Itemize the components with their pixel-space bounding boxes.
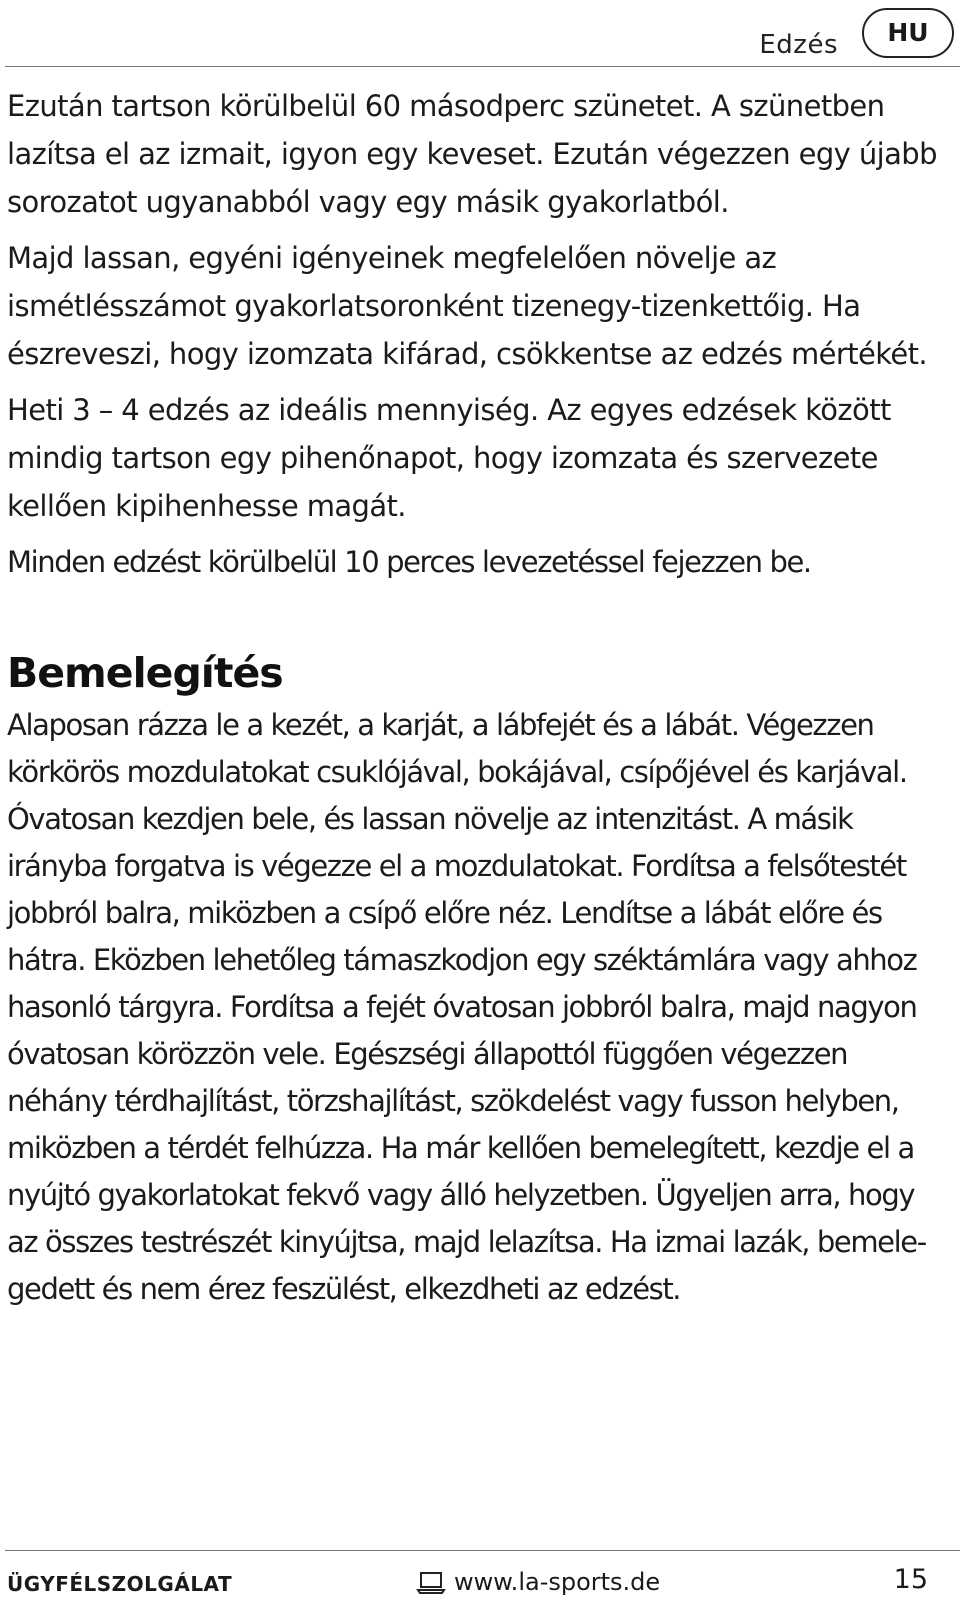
footer-divider [5, 1550, 960, 1551]
website-url: www.la-sports.de [454, 1568, 661, 1596]
section-heading: Bemelegítés [7, 649, 283, 697]
warmup-text: Alaposan rázza le a kezét, a karját, a lábfejét és a lábát. Végezzen körkörös mozdulatokat csuklójával, bokájával, csípőjével és karjával. Óvatosan kezdjen bele, és lassan növelje az intenzitást. A másik irányba forgatva is végezze el a mozdulatokat. Fordítsa a felsőtestét jobbról balra, miközben a csípő előre néz. Lendítse a lábát előre és hátra. Eközben lehetőleg támaszkodjon egy széktámlára vagy ahhoz hasonló tárgyra. Fordítsa a fejét óvatosan jobbról balra, majd nagyon óvatosan körözzön vele. Egészségi állapottól függően végezzen néhány térdhajlítást, törzshajlítást, szökdelést vagy fusson helyben, miközben a térdét felhúzza. Ha már kellően bemelegített, kezdje el a nyújtó gyakorlatokat fekvő vagy álló helyzetben. Ügyeljen arra, hogy az összes testrészét kinyújtsa, majd lelazítsa. Ha izmai lazák, bemelegedett és nem érez feszülést, elkezdheti az edzést. [7, 708, 928, 1306]
header-divider [5, 66, 960, 67]
section-label: Edzés [759, 30, 838, 60]
paragraph-cooldown: Minden edzést körülbelül 10 perces levezetéssel fejezzen be. [7, 545, 811, 579]
paragraph-frequency: Heti 3 – 4 edzés az ideális mennyiség. Az egyes edzések között mindig tartson egy pihenőnapot, hogy izomzata és szervezete kellően kipihenhesse magát. [7, 393, 891, 523]
paragraph-rest: Ezután tartson körülbelül 60 másodperc szünetet. A szünetben lazítsa el az izmait, igyon egy keveset. Ezután végezzen egy újabb sorozatot ugyanabból vagy egy másik gyakorlatból. [7, 89, 937, 219]
paragraph-progression: Majd lassan, egyéni igényeinek megfelelően növelje az ismétlésszámot gyakorlatsoronként tizenegy-tizenkettőig. Ha észreveszi, hogy izomzata kifárad, csökkentse az edzés mértékét. [7, 241, 928, 371]
customer-service-label: ÜGYFÉLSZOLGÁLAT [7, 1572, 233, 1596]
page-content [7, 82, 942, 1313]
website-link[interactable] [416, 1568, 660, 1596]
page-footer [0, 1550, 960, 1610]
laptop-icon [416, 1571, 446, 1595]
language-badge: HU [862, 8, 954, 58]
page-header [0, 0, 960, 70]
page-number: 15 [893, 1564, 928, 1595]
